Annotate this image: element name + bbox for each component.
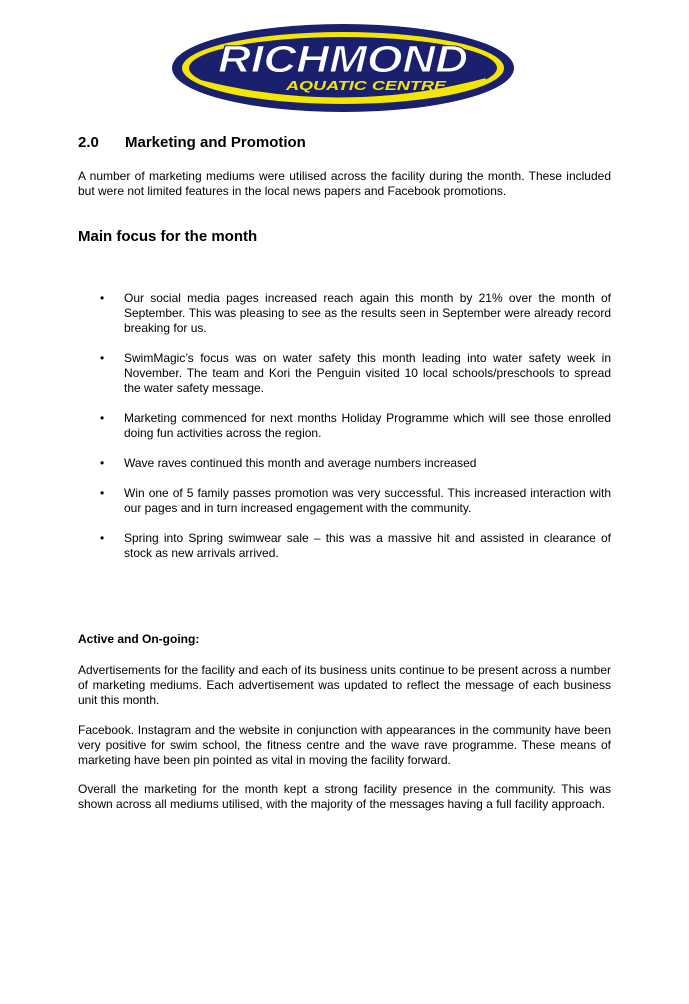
list-item xyxy=(78,411,611,441)
list-item xyxy=(78,291,611,336)
logo-subtitle: AQUATIC CENTRE xyxy=(284,78,447,93)
active-ongoing-heading: Active and On-going: xyxy=(78,632,200,646)
list-item-text: Marketing commenced for next months Holiday Programme which will see those enrolled doing fun activities across the region. xyxy=(124,411,611,440)
main-focus-list xyxy=(78,291,611,576)
bullet-icon: • xyxy=(100,291,105,305)
list-item-text: SwimMagic’s focus was on water safety this month leading into water safety week in November. The team and Kori the Penguin visited 10 local schools/preschools to spread the water safety message. xyxy=(124,351,611,395)
bullet-icon: • xyxy=(100,456,105,470)
bullet-icon: • xyxy=(100,531,105,545)
richmond-aquatic-centre-logo xyxy=(170,22,516,114)
section-heading xyxy=(78,134,306,151)
active-paragraph: Overall the marketing for the month kept a strong facility presence in the community. This was shown across all mediums utilised, with the majority of the messages having a full facility approach. xyxy=(78,782,611,811)
list-item-text: Our social media pages increased reach again this month by 21% over the month of September. This was pleasing to see as the results seen in September were already record breaking for us. xyxy=(124,291,611,335)
list-item-text: Spring into Spring swimwear sale – this was a massive hit and assisted in clearance of stock as new arrivals arrived. xyxy=(124,531,611,560)
list-item xyxy=(78,531,611,561)
list-item-text: Wave raves continued this month and average numbers increased xyxy=(124,456,477,470)
active-paragraph: Facebook. Instagram and the website in conjunction with appearances in the community have been very positive for swim school, the fitness centre and the wave rave programme. These means of marketing have been pin pointed as vital in moving the facility forward. xyxy=(78,723,611,767)
section-intro: A number of marketing mediums were utilised across the facility during the month. These included but were not limited features in the local news papers and Facebook promotions. xyxy=(78,169,611,198)
list-item xyxy=(78,486,611,516)
bullet-icon: • xyxy=(100,411,105,425)
list-item xyxy=(78,456,611,471)
logo-name: RICHMOND xyxy=(218,39,468,81)
section-number: 2.0 xyxy=(78,134,99,151)
main-focus-heading: Main focus for the month xyxy=(78,228,258,245)
section-title: Marketing and Promotion xyxy=(125,134,306,151)
bullet-icon: • xyxy=(100,486,105,500)
list-item xyxy=(78,351,611,396)
bullet-icon: • xyxy=(100,351,105,365)
active-paragraph: Advertisements for the facility and each of its business units continue to be present across a number of marketing mediums. Each advertisement was updated to reflect the message of each business unit this month. xyxy=(78,663,611,707)
list-item-text: Win one of 5 family passes promotion was very successful. This increased interaction with our pages and in turn increased engagement with the community. xyxy=(124,486,611,515)
